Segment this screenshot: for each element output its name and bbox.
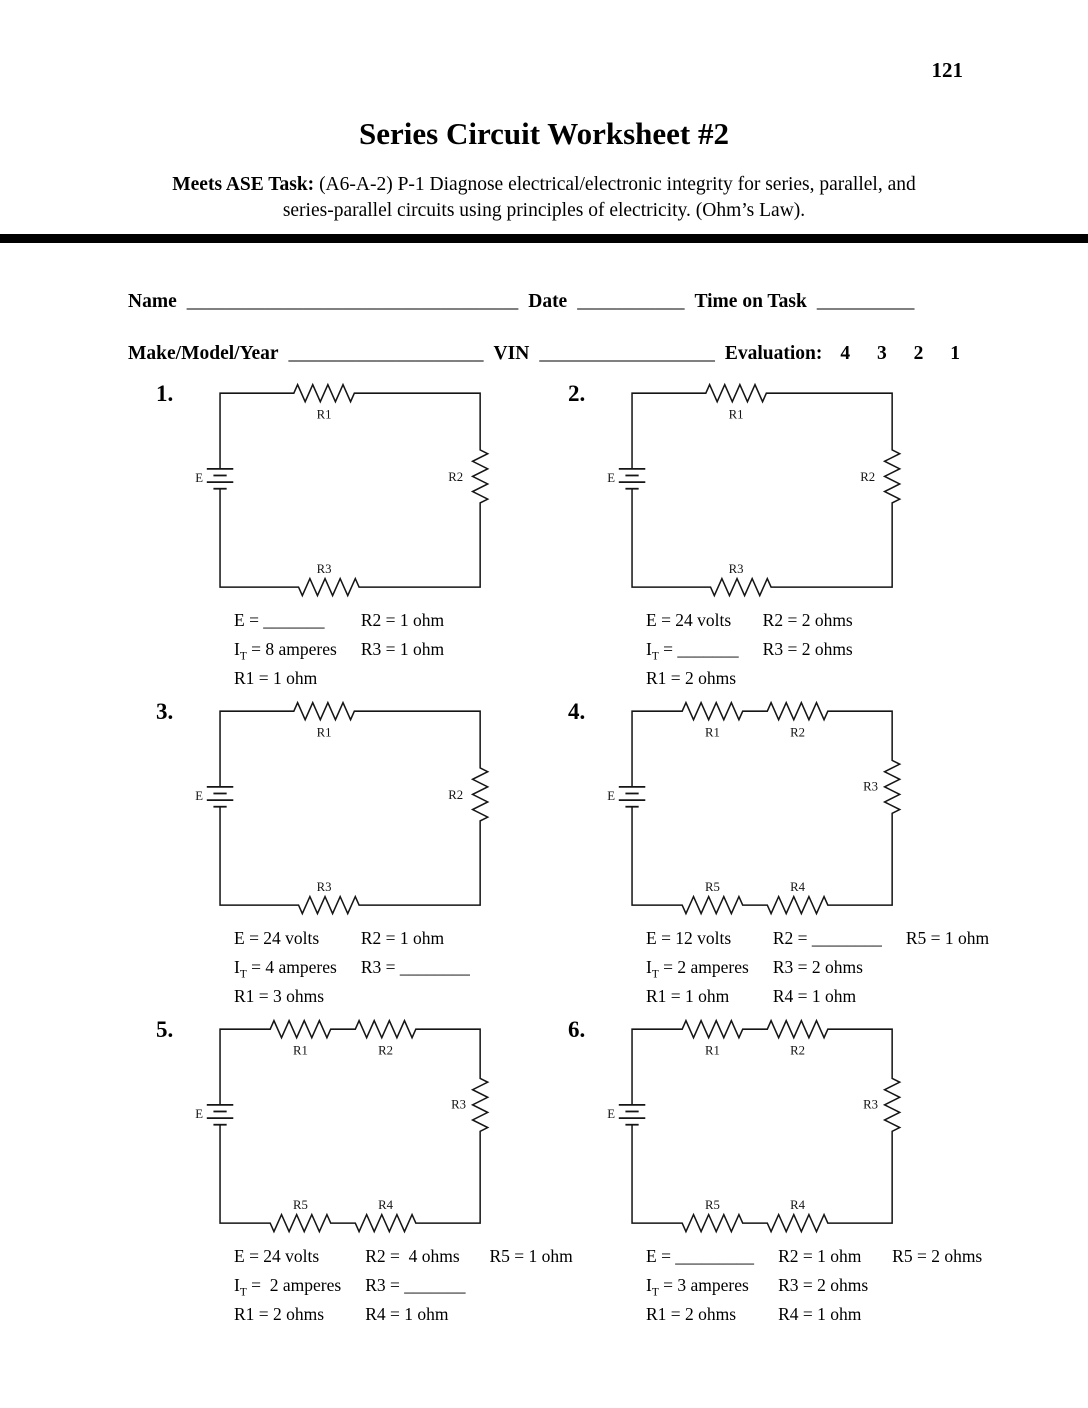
given-values xyxy=(646,928,989,1015)
given-value: E = 24 volts xyxy=(646,610,732,630)
name-blank: __________________________________ xyxy=(186,291,519,312)
circuit-number: 5. xyxy=(156,1017,174,1042)
given-values xyxy=(234,928,504,1015)
given-value: $I_T = 2$ amperes xyxy=(646,957,749,981)
circuit-diagram xyxy=(594,379,916,606)
given-value: $I_T = 3$ amperes xyxy=(646,1275,749,1299)
resistor-label: R3 xyxy=(728,561,744,576)
circuit-section-3 xyxy=(138,697,550,1015)
given-value: R2 = 1 ohm xyxy=(360,610,445,630)
resistor-label: R1 xyxy=(704,1043,720,1058)
resistor-label: R3 xyxy=(316,561,332,576)
given-value: $I_T$ = _______ xyxy=(646,639,739,663)
circuit-section-6 xyxy=(550,1015,983,1333)
make-model-year-label: Make/Model/Year xyxy=(128,343,279,364)
battery-label: E xyxy=(607,1107,616,1122)
given-value: R2 = 2 ohms xyxy=(762,610,853,630)
given-value: R1 = 2 ohms xyxy=(646,1304,737,1324)
circuit-section-4 xyxy=(550,697,990,1015)
resistor-label: R3 xyxy=(863,1097,878,1112)
given-values xyxy=(646,610,916,697)
evaluation-scale: 4 3 2 1 xyxy=(840,343,960,364)
resistor-label: R2 xyxy=(860,470,876,485)
resistor-label: R5 xyxy=(292,1197,308,1212)
given-value: E = 24 volts xyxy=(234,1246,320,1266)
circuit-section-1 xyxy=(138,379,550,697)
circuit-number: 4. xyxy=(568,699,586,724)
given-value: R3 = _______ xyxy=(365,1275,466,1295)
given-value: R4 = 1 ohm xyxy=(365,1304,449,1324)
time-on-task-label: Time on Task xyxy=(694,291,807,312)
given-value: R3 = 2 ohms xyxy=(772,957,863,977)
resistor-label: R3 xyxy=(451,1097,466,1112)
given-value: R3 = 2 ohms xyxy=(762,639,853,659)
resistor-label: R3 xyxy=(316,879,332,894)
given-value: R5 = 1 ohm xyxy=(489,1246,573,1266)
circuit-number: 1. xyxy=(156,381,174,406)
battery-label: E xyxy=(195,1107,204,1122)
given-value: R1 = 2 ohms xyxy=(646,668,737,688)
given-value: $I_T = 8$ amperes xyxy=(234,639,337,663)
circuit-number: 6. xyxy=(568,1017,586,1042)
resistor-label: R4 xyxy=(790,1197,806,1212)
given-value: R5 = 2 ohms xyxy=(892,1246,983,1266)
divider-rule xyxy=(0,234,1088,243)
given-value: R1 = 1 ohm xyxy=(646,986,730,1006)
vin-label: VIN xyxy=(493,343,530,364)
name-row xyxy=(128,291,1088,313)
given-value: R2 = 1 ohm xyxy=(778,1246,862,1266)
given-value: R1 = 1 ohm xyxy=(234,668,318,688)
resistor-label: R5 xyxy=(704,1197,720,1212)
battery-label: E xyxy=(195,471,204,486)
date-label: Date xyxy=(528,291,568,312)
circuit-section-2 xyxy=(550,379,962,697)
given-value: E = 24 volts xyxy=(234,928,320,948)
given-value: E = _______ xyxy=(234,610,325,630)
resistor-label: R2 xyxy=(790,1043,806,1058)
given-values xyxy=(234,610,504,697)
circuit-diagram xyxy=(182,379,504,606)
given-value: R3 = 2 ohms xyxy=(778,1275,869,1295)
ase-task-text: (A6-A-2) P-1 Diagnose electrical/electronic integrity for series, parallel, and xyxy=(314,174,916,195)
resistor-label: R1 xyxy=(316,407,332,422)
given-value: R1 = 3 ohms xyxy=(234,986,325,1006)
resistor-label: R1 xyxy=(728,407,744,422)
make-model-year-blank: ____________________ xyxy=(288,343,484,364)
circuit-diagram xyxy=(594,1015,916,1242)
resistor-label: R1 xyxy=(316,725,332,740)
worksheet-title: Series Circuit Worksheet #2 xyxy=(359,116,729,151)
given-values xyxy=(646,1246,982,1333)
time-on-task-blank: __________ xyxy=(816,291,915,312)
circuit-diagram xyxy=(182,697,504,924)
battery-label: E xyxy=(607,789,616,804)
ase-task-line1 xyxy=(0,172,1088,198)
given-value: E = 12 volts xyxy=(646,928,732,948)
circuit-diagram xyxy=(594,697,916,924)
ase-task-label: Meets ASE Task: xyxy=(172,174,315,195)
circuit-section-5 xyxy=(138,1015,573,1333)
given-value: E = _________ xyxy=(646,1246,755,1266)
ase-task-line2: series-parallel circuits using principles of electricity. (Ohm’s Law). xyxy=(282,200,806,221)
given-value: R2 = 1 ohm xyxy=(360,928,445,948)
resistor-label: R4 xyxy=(378,1197,394,1212)
given-value: R4 = 1 ohm xyxy=(778,1304,862,1324)
resistor-label: R2 xyxy=(448,470,464,485)
evaluation-label: Evaluation: xyxy=(724,343,823,364)
resistor-label: R5 xyxy=(704,879,720,894)
resistor-label: R2 xyxy=(790,725,806,740)
resistor-label: R2 xyxy=(448,788,464,803)
ase-task-block xyxy=(0,172,1088,224)
given-values xyxy=(234,1246,573,1333)
given-value: $I_T = 4$ amperes xyxy=(234,957,337,981)
given-value: R3 = 1 ohm xyxy=(360,639,445,659)
circuit-diagram xyxy=(182,1015,504,1242)
given-value: R2 = 4 ohms xyxy=(365,1246,460,1266)
given-value: R4 = 1 ohm xyxy=(772,986,857,1006)
circuit-number: 2. xyxy=(568,381,586,406)
page-number: 121 xyxy=(931,58,963,82)
resistor-label: R1 xyxy=(704,725,720,740)
resistor-label: R2 xyxy=(378,1043,394,1058)
battery-label: E xyxy=(195,789,204,804)
vin-blank: __________________ xyxy=(539,343,715,364)
given-value: R3 = ________ xyxy=(360,957,470,977)
battery-label: E xyxy=(607,471,616,486)
circuit-number: 3. xyxy=(156,699,174,724)
given-value: R1 = 2 ohms xyxy=(234,1304,325,1324)
given-value: R2 = ________ xyxy=(772,928,882,948)
resistor-label: R1 xyxy=(292,1043,308,1058)
date-blank: ___________ xyxy=(577,291,685,312)
name-label: Name xyxy=(128,291,177,312)
circuits-grid xyxy=(138,379,1088,1333)
resistor-label: R4 xyxy=(790,879,806,894)
given-value: $I_T = 2$ amperes xyxy=(234,1275,342,1299)
vehicle-row xyxy=(128,343,1088,365)
given-value: R5 = 1 ohm xyxy=(905,928,990,948)
resistor-label: R3 xyxy=(863,779,878,794)
